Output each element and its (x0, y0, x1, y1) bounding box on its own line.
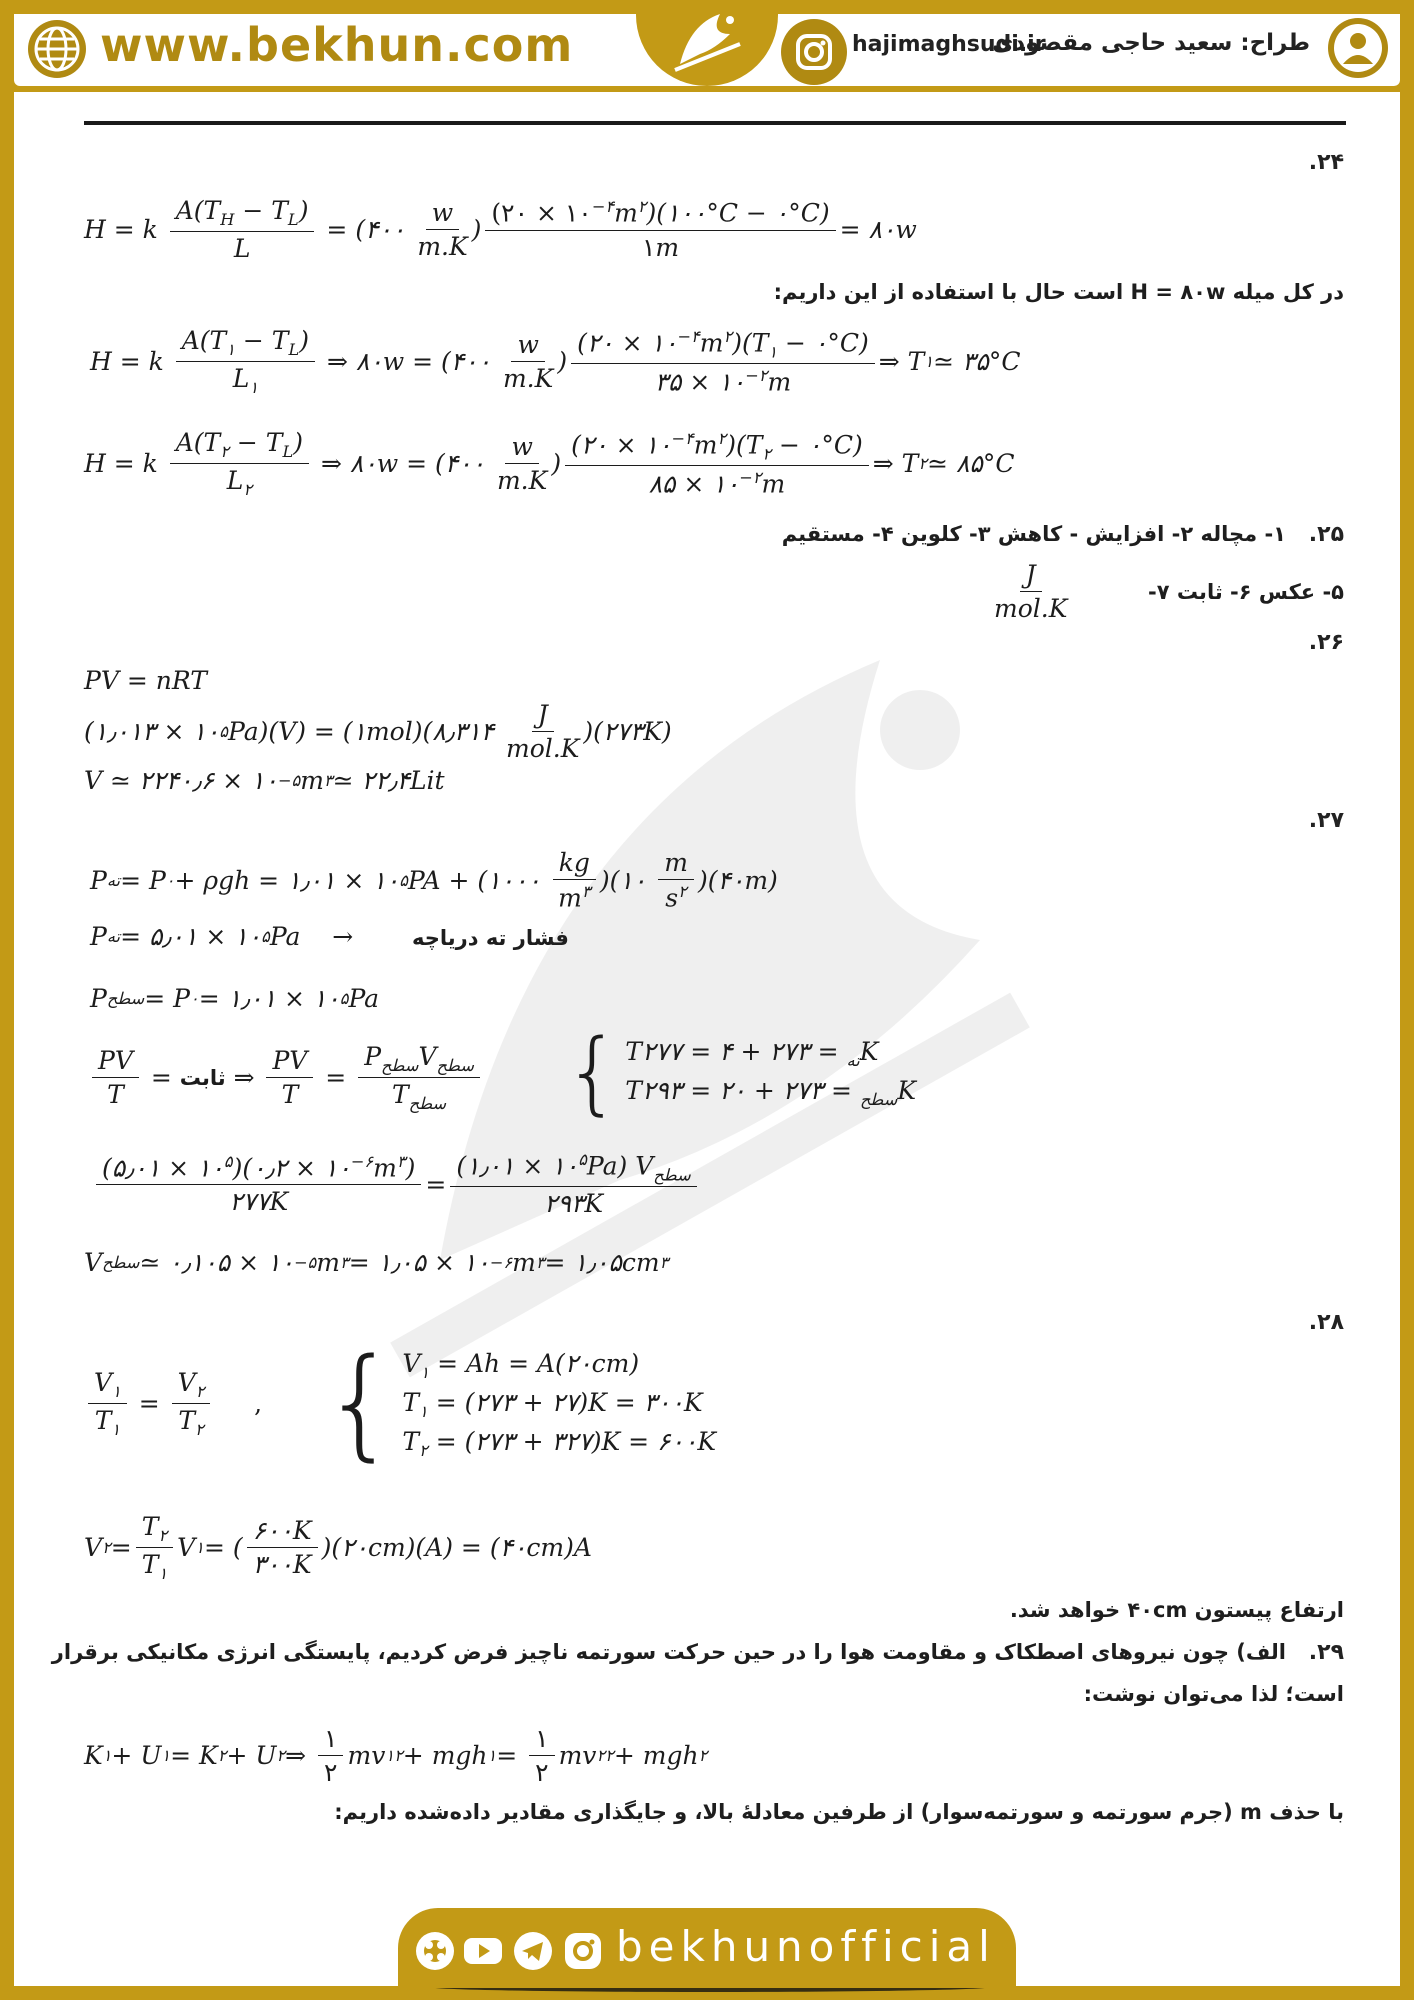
aparat-icon[interactable] (414, 1930, 456, 1972)
logo-mark (660, 4, 754, 80)
header-rule (84, 121, 1346, 125)
instagram-icon[interactable] (780, 18, 848, 86)
watermark-logo (320, 560, 1080, 1460)
question-29-number: ۲۹. (1308, 1640, 1344, 1665)
q26-equation-3: V ≃ ۲۲۴۰٫۶ × ۱۰ −۵ m ۳ ≃ ۲۲٫۴Lit (84, 766, 445, 795)
q27-equation-5: $\frac{(۵٫۰۱ \times ۱۰^۵)(۰٫۲ \times ۱۰^{-۶}m^۳)}{۲۷۷K}$ = $\frac{(۱٫۰۱ \times ۱۰^۵Pa) V_{سطح}}{۲۹۳K}$ (92, 1150, 701, 1218)
q28-ratio: $\frac{V_۱}{T_۱}$ = $\frac{V_۲}{T_۲}$ , (84, 1368, 262, 1439)
q27-temperature-system: { T $_{ته}$ = ۲۷۳ + ۴ = ۲۷۷K T $_{سطح}$ = ۲۷۳ + ۲۰ = ۲۹۳K (564, 1020, 917, 1125)
q27-equation-1: P ته = P ۰ + ρgh = ۱٫۰۱ × ۱۰ ۵ PA + (۱۰۰۰ $\frac{kg}{m^۳}$ )(۱۰ $\frac{m}{s^۲}$ )(۴۰m) (90, 848, 778, 913)
site-url[interactable]: www.bekhun.com (100, 18, 574, 72)
q28-conclusion: ارتفاع پیستون ۴۰cm خواهد شد. (1009, 1598, 1344, 1622)
q27-equation-2: P ته = ۵٫۰۱ × ۱۰ ۵ Pa → (90, 922, 378, 951)
question-27-number: ۲۷. (1308, 808, 1344, 833)
question-24-number: ۲۴. (1308, 150, 1344, 175)
q25-unit: $\frac{J}{\text{mol.K}}$ (994, 560, 1068, 623)
q27-equation-4: $\frac{PV}{T}$ = ثابت ⇒ $\frac{PV}{T}$ = $\frac{P_{سطح}V_{سطح}}{T_{سطح}}$ (88, 1042, 484, 1113)
q27-equation-6: V سطح ≃ ۰٫۱۰۵ × ۱۰ −۵ m ۳ = ۱٫۰۵ × ۱۰ −۶ m ۳ = ۱٫۰۵cm ۳ (84, 1248, 669, 1277)
youtube-icon[interactable] (462, 1930, 504, 1972)
q27-word-const: ثابت (179, 1065, 226, 1090)
instagram-handle[interactable]: hajimaghsudi.ir (852, 32, 1046, 57)
q24-equation-3: H = k $\frac{A(T_۲ - T_L)}{L_۲}$ ⇒ ۸۰w = (۴۰۰ $\frac{w}{m.K}$ ) $\frac{(۲۰ \times ۱۰^{-۴}m^۲)(T_۲ - ۰^\circ C)}{۸۵ \times ۱۰^{-۲}m}$ ⇒ T ۲ ≃ ۸۵°C (84, 428, 1015, 499)
question-28-number: ۲۸. (1308, 1310, 1344, 1335)
q28-equation-2: V ۲ = $\frac{T_۲}{T_۱}$ V ۱ = ( $\frac{۶۰۰K}{۳۰۰K}$ )(۲۰cm)(A) = (۴۰cm)A (84, 1512, 592, 1583)
q26-equation-2: (۱٫۰۱۳ × ۱۰ ۵ Pa)(V) = (۱mol)(۸٫۳۱۴ $\frac{J}{\text{mol.K}}$ )(۲۷۳K) (84, 700, 672, 763)
question-25-number: ۲۵. (1308, 522, 1344, 547)
q29-line-2: است؛ لذا می‌توان نوشت: (1083, 1682, 1344, 1706)
question-26-number: ۲۶. (1308, 630, 1344, 655)
q29-line-1: الف) چون نیروهای اصطکاک و مقاومت هوا را در حین حرکت سورتمه ناچیز فرض کردیم، پایستگی انرژی مکانیکی برقرار (51, 1640, 1286, 1664)
globe-icon (26, 18, 88, 80)
user-icon (1326, 16, 1390, 80)
instagram-icon[interactable] (562, 1930, 604, 1972)
q27-equation-3: P سطح = P ۰ = ۱٫۰۱ × ۱۰ ۵ Pa (90, 984, 380, 1013)
q24-text: در کل میله H = ۸۰w است حال با استفاده از این داریم: (773, 280, 1344, 304)
q24-equation-1: H = k $\frac{A(T_H - T_L)}{L}$ = (۴۰۰ $\frac{w}{m.K}$ ) $\frac{(۲۰ \times ۱۰^{-۴}m^۲)(۱۰۰^\circ C - ۰^\circ C)}{۱m}$ = ۸۰w (84, 196, 917, 263)
q27-note: فشار ته دریاچه (412, 926, 569, 950)
q29-line-3: با حذف m (جرم سورتمه و سورتمه‌سوار) از طرفین معادلهٔ بالا، و جایگذاری مقادیر داده‌شده داریم: (334, 1800, 1344, 1824)
telegram-icon[interactable] (512, 1930, 554, 1972)
q24-equation-2: H = k $\frac{A(T_۱ - T_L)}{L_۱}$ ⇒ ۸۰w = (۴۰۰ $\frac{w}{m.K}$ ) $\frac{(۲۰ \times ۱۰^{-۴}m^۲)(T_۱ - ۰^\circ C)}{۳۵ \times ۱۰^{-۲}m}$ ⇒ T ۱ ≃ ۳۵°C (90, 326, 1021, 397)
q25-line-1: ۱- مچاله ۲- افزایش - کاهش ۳- کلوین ۴- مستقیم (781, 522, 1286, 546)
q29-equation-1: K ۱ + U ۱ = K ۲ + U ۲ ⇒ $\frac{۱}{۲}$ mv ۱ ۲ + mgh ۱ = $\frac{۱}{۲}$ mv ۲ ۲ + mgh ۲ (84, 1724, 708, 1787)
q28-system: { $V_۱ = Ah$ = A(۲۰cm) $T_۱$ = (۲۷۳ + ۲۷)K = ۳۰۰K $T_۲$ = (۲۷۳ + ۳۲۷)K = ۶۰۰K (322, 1334, 717, 1473)
q26-equation-1: PV = nRT (84, 666, 207, 695)
footer-handle[interactable]: bekhunofficial (616, 1922, 996, 1971)
q25-line-2: ۵- عکس ۶- ثابت ۷- (1147, 580, 1344, 604)
designer-credit: طراح: سعید حاجی مقصودی (992, 30, 1310, 56)
